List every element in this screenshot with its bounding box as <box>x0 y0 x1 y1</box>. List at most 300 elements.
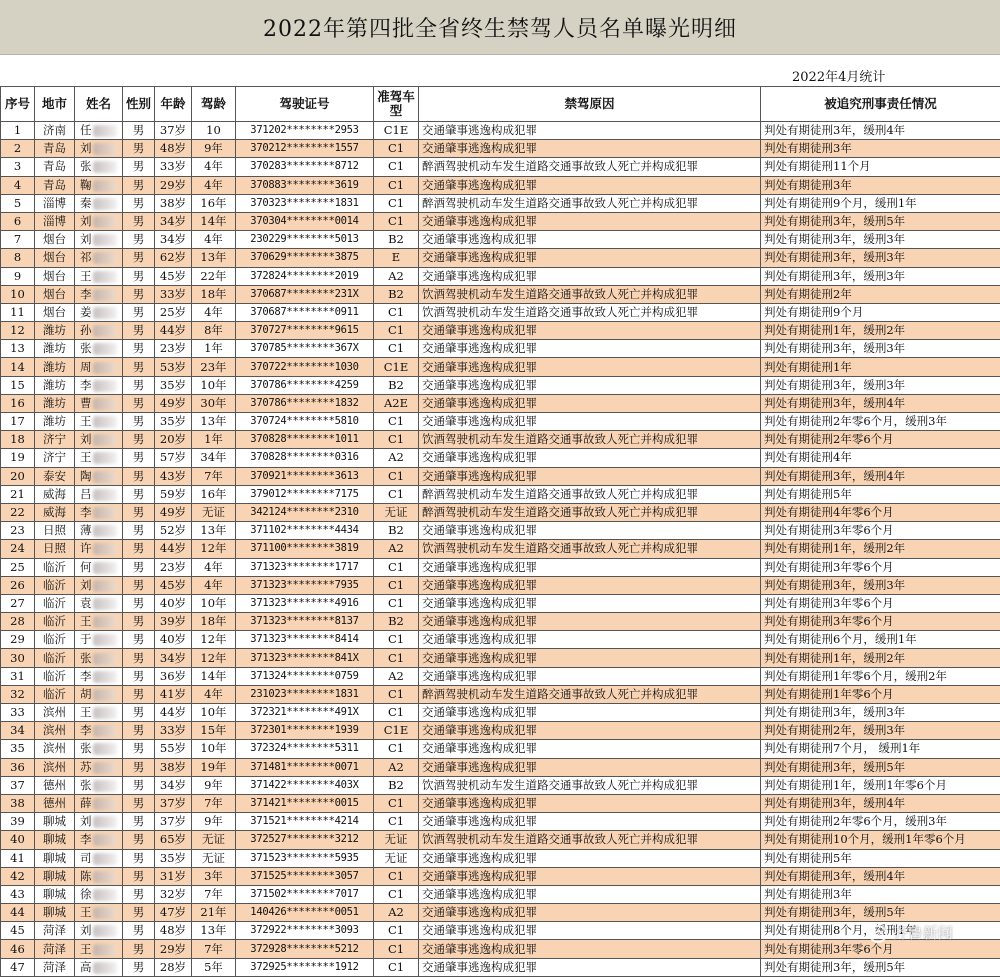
cell-license: 370727********9615 <box>236 322 374 340</box>
cell-sex: 男 <box>123 340 155 358</box>
cell-penalty: 判处有期徒刑4年 <box>761 449 1000 467</box>
cell-age: 34岁 <box>155 231 192 249</box>
table-row <box>1 140 1000 158</box>
cell-license: 371102********4434 <box>236 522 374 540</box>
cell-driving-years: 7年 <box>192 940 236 958</box>
cell-driving-years: 8年 <box>192 322 236 340</box>
header-penalty: 被追究刑事责任情况 <box>761 87 1000 122</box>
cell-sex: 男 <box>123 467 155 485</box>
cell-name <box>75 613 123 631</box>
cell-no: 19 <box>1 449 35 467</box>
cell-driving-years: 9年 <box>192 813 236 831</box>
cell-name <box>75 503 123 521</box>
table-row <box>1 940 1000 958</box>
table-row <box>1 722 1000 740</box>
name-mosaic <box>93 507 117 519</box>
header-sex: 性别 <box>123 87 155 122</box>
cell-city: 淄博 <box>35 212 75 230</box>
table-row <box>1 431 1000 449</box>
cell-city: 聊城 <box>35 904 75 922</box>
table-row <box>1 831 1000 849</box>
cell-name-text: 祁 <box>80 250 92 264</box>
name-mosaic <box>93 925 117 937</box>
cell-age: 33岁 <box>155 285 192 303</box>
name-mosaic <box>93 798 117 810</box>
cell-sex: 男 <box>123 740 155 758</box>
cell-vehicle-class: C1 <box>374 794 419 812</box>
cell-penalty: 判处有期徒刑3年 <box>761 140 1000 158</box>
cell-vehicle-class: 无证 <box>374 831 419 849</box>
cell-name <box>75 722 123 740</box>
cell-name <box>75 358 123 376</box>
cell-vehicle-class: C1 <box>374 576 419 594</box>
cell-license: 370786********4259 <box>236 376 374 394</box>
cell-name-text: 李 <box>80 723 92 737</box>
cell-name-text: 刘 <box>80 214 92 228</box>
cell-city: 烟台 <box>35 231 75 249</box>
cell-no: 20 <box>1 467 35 485</box>
cell-vehicle-class: B2 <box>374 613 419 631</box>
cell-license: 371525********3057 <box>236 867 374 885</box>
cell-vehicle-class: C1E <box>374 122 419 140</box>
cell-reason: 交通肇事逃逸构成犯罪 <box>419 594 761 612</box>
cell-license: 371481********0071 <box>236 758 374 776</box>
name-mosaic <box>93 871 117 883</box>
cell-name-text: 刘 <box>80 923 92 937</box>
cell-sex: 男 <box>123 885 155 903</box>
table-row <box>1 503 1000 521</box>
cell-sex: 男 <box>123 212 155 230</box>
table-row <box>1 758 1000 776</box>
cell-city: 日照 <box>35 540 75 558</box>
cell-sex: 男 <box>123 358 155 376</box>
name-mosaic <box>93 944 117 956</box>
cell-name-text: 王 <box>80 269 92 283</box>
cell-no: 4 <box>1 176 35 194</box>
cell-vehicle-class: C1 <box>374 867 419 885</box>
cell-driving-years: 16年 <box>192 194 236 212</box>
cell-city: 烟台 <box>35 303 75 321</box>
name-mosaic <box>93 889 117 901</box>
watermark-text: 齐鲁新闻 <box>893 924 953 942</box>
cell-city: 威海 <box>35 485 75 503</box>
table-row <box>1 467 1000 485</box>
cell-penalty: 判处有期徒刑9个月 <box>761 303 1000 321</box>
cell-name <box>75 340 123 358</box>
cell-penalty: 判处有期徒刑8个月，缓刑1年 <box>761 922 1000 940</box>
cell-city: 临沂 <box>35 685 75 703</box>
cell-no: 32 <box>1 685 35 703</box>
cell-sex: 男 <box>123 940 155 958</box>
cell-driving-years: 1年 <box>192 340 236 358</box>
cell-reason: 交通肇事逃逸构成犯罪 <box>419 922 761 940</box>
cell-sex: 男 <box>123 631 155 649</box>
cell-reason: 交通肇事逃逸构成犯罪 <box>419 122 761 140</box>
cell-sex: 男 <box>123 904 155 922</box>
cell-sex: 男 <box>123 722 155 740</box>
table-row <box>1 904 1000 922</box>
cell-no: 41 <box>1 849 35 867</box>
cell-penalty: 判处有期徒刑1年 <box>761 358 1000 376</box>
name-mosaic <box>93 198 117 210</box>
cell-driving-years: 10年 <box>192 740 236 758</box>
cell-no: 34 <box>1 722 35 740</box>
cell-name <box>75 849 123 867</box>
cell-reason: 交通肇事逃逸构成犯罪 <box>419 849 761 867</box>
cell-driving-years: 22年 <box>192 267 236 285</box>
cell-age: 53岁 <box>155 358 192 376</box>
cell-driving-years: 10年 <box>192 594 236 612</box>
cell-vehicle-class: B2 <box>374 376 419 394</box>
cell-penalty: 判处有期徒刑11个月 <box>761 158 1000 176</box>
cell-age: 35岁 <box>155 376 192 394</box>
cell-license: 371324********0759 <box>236 667 374 685</box>
cell-license: 372824********2019 <box>236 267 374 285</box>
cell-no: 3 <box>1 158 35 176</box>
cell-age: 62岁 <box>155 249 192 267</box>
table-row <box>1 194 1000 212</box>
cell-vehicle-class: B2 <box>374 522 419 540</box>
cell-vehicle-class: C1 <box>374 885 419 903</box>
cell-penalty: 判处有期徒刑3年，缓刑4年 <box>761 122 1000 140</box>
cell-driving-years: 4年 <box>192 231 236 249</box>
cell-reason: 交通肇事逃逸构成犯罪 <box>419 413 761 431</box>
name-mosaic <box>93 271 117 283</box>
cell-vehicle-class: B2 <box>374 285 419 303</box>
cell-reason: 醉酒驾驶机动车发生道路交通事故致人死亡并构成犯罪 <box>419 503 761 521</box>
cell-vehicle-class: C1 <box>374 158 419 176</box>
cell-reason: 醉酒驾驶机动车发生道路交通事故致人死亡并构成犯罪 <box>419 485 761 503</box>
cell-name-text: 高 <box>80 960 92 974</box>
name-mosaic <box>93 962 117 974</box>
cell-age: 23岁 <box>155 558 192 576</box>
cell-no: 36 <box>1 758 35 776</box>
cell-city: 滨州 <box>35 758 75 776</box>
cell-license: 371523********5935 <box>236 849 374 867</box>
cell-city: 聊城 <box>35 867 75 885</box>
table-row <box>1 122 1000 140</box>
cell-penalty: 判处有期徒刑3年 <box>761 885 1000 903</box>
table-row <box>1 249 1000 267</box>
cell-driving-years: 9年 <box>192 140 236 158</box>
cell-driving-years: 7年 <box>192 467 236 485</box>
cell-age: 65岁 <box>155 831 192 849</box>
cell-penalty: 判处有期徒刑3年，缓刑3年 <box>761 231 1000 249</box>
cell-city: 滨州 <box>35 740 75 758</box>
cell-penalty: 判处有期徒刑3年，缓刑4年 <box>761 794 1000 812</box>
table-row <box>1 576 1000 594</box>
cell-driving-years: 12年 <box>192 631 236 649</box>
cell-sex: 男 <box>123 503 155 521</box>
name-mosaic <box>93 580 117 592</box>
cell-sex: 男 <box>123 267 155 285</box>
cell-license: 371421********0015 <box>236 794 374 812</box>
cell-name <box>75 867 123 885</box>
cell-age: 25岁 <box>155 303 192 321</box>
cell-sex: 男 <box>123 413 155 431</box>
cell-reason: 交通肇事逃逸构成犯罪 <box>419 212 761 230</box>
table-row <box>1 649 1000 667</box>
cell-license: 370828********0316 <box>236 449 374 467</box>
cell-city: 青岛 <box>35 176 75 194</box>
cell-license: 371323********8137 <box>236 613 374 631</box>
header-reason: 禁驾原因 <box>419 87 761 122</box>
cell-city: 聊城 <box>35 813 75 831</box>
name-mosaic <box>93 180 117 192</box>
table-row <box>1 613 1000 631</box>
cell-city: 威海 <box>35 503 75 521</box>
header-name: 姓名 <box>75 87 123 122</box>
cell-no: 39 <box>1 813 35 831</box>
cell-penalty: 判处有期徒刑3年，缓刑3年 <box>761 340 1000 358</box>
cell-name <box>75 176 123 194</box>
cell-penalty: 判处有期徒刑3年零6个月 <box>761 940 1000 958</box>
cell-no: 16 <box>1 394 35 412</box>
cell-reason: 饮酒驾驶机动车发生道路交通事故致人死亡并构成犯罪 <box>419 303 761 321</box>
cell-city: 聊城 <box>35 831 75 849</box>
cell-driving-years: 无证 <box>192 503 236 521</box>
cell-vehicle-class: C1 <box>374 631 419 649</box>
cell-name <box>75 576 123 594</box>
cell-name <box>75 740 123 758</box>
cell-name-text: 李 <box>80 378 92 392</box>
cell-penalty: 判处有期徒刑3年，缓刑3年 <box>761 576 1000 594</box>
cell-no: 6 <box>1 212 35 230</box>
cell-license: 370921********3613 <box>236 467 374 485</box>
cell-no: 33 <box>1 704 35 722</box>
cell-name-text: 陈 <box>80 869 92 883</box>
cell-name-text: 孙 <box>80 323 92 337</box>
cell-name <box>75 522 123 540</box>
table-row <box>1 594 1000 612</box>
name-mosaic <box>93 543 117 555</box>
cell-penalty: 判处有期徒刑5年 <box>761 849 1000 867</box>
cell-vehicle-class: C1 <box>374 685 419 703</box>
cell-age: 47岁 <box>155 904 192 922</box>
cell-driving-years: 13年 <box>192 249 236 267</box>
name-mosaic <box>93 161 117 173</box>
name-mosaic <box>93 598 117 610</box>
cell-license: 370283********8712 <box>236 158 374 176</box>
cell-city: 青岛 <box>35 158 75 176</box>
name-mosaic <box>93 634 117 646</box>
table-row <box>1 813 1000 831</box>
cell-reason: 醉酒驾驶机动车发生道路交通事故致人死亡并构成犯罪 <box>419 685 761 703</box>
cell-penalty: 判处有期徒刑3年，缓刑3年 <box>761 267 1000 285</box>
cell-vehicle-class: C1 <box>374 594 419 612</box>
table-row <box>1 958 1000 976</box>
cell-sex: 男 <box>123 758 155 776</box>
cell-driving-years: 18年 <box>192 285 236 303</box>
cell-license: 372324********5311 <box>236 740 374 758</box>
cell-license: 370304********0014 <box>236 212 374 230</box>
cell-no: 28 <box>1 613 35 631</box>
cell-license: 372301********1939 <box>236 722 374 740</box>
cell-name-text: 胡 <box>80 687 92 701</box>
cell-sex: 男 <box>123 194 155 212</box>
cell-age: 23岁 <box>155 340 192 358</box>
cell-name-text: 何 <box>80 560 92 574</box>
name-mosaic <box>93 343 117 355</box>
cell-driving-years: 4年 <box>192 576 236 594</box>
cell-sex: 男 <box>123 867 155 885</box>
cell-age: 41岁 <box>155 685 192 703</box>
cell-penalty: 判处有期徒刑6个月，缓刑1年 <box>761 631 1000 649</box>
cell-name-text: 李 <box>80 669 92 683</box>
name-mosaic <box>93 143 117 155</box>
title-bar <box>0 0 1000 55</box>
cell-city: 潍坊 <box>35 340 75 358</box>
header-age: 年龄 <box>155 87 192 122</box>
page-title: 2022年第四批全省终生禁驾人员名单曝光明细 <box>263 12 737 43</box>
cell-name <box>75 376 123 394</box>
cell-name-text: 任 <box>80 123 92 137</box>
cell-no: 26 <box>1 576 35 594</box>
cell-vehicle-class: A2E <box>374 394 419 412</box>
cell-no: 37 <box>1 776 35 794</box>
cell-name <box>75 704 123 722</box>
cell-no: 18 <box>1 431 35 449</box>
cell-name-text: 王 <box>80 614 92 628</box>
cell-city: 临沂 <box>35 613 75 631</box>
cell-name-text: 刘 <box>80 232 92 246</box>
cell-name-text: 鞠 <box>80 178 92 192</box>
cell-city: 德州 <box>35 776 75 794</box>
name-mosaic <box>93 562 117 574</box>
cell-sex: 男 <box>123 813 155 831</box>
cell-name-text: 于 <box>80 632 92 646</box>
cell-driving-years: 无证 <box>192 849 236 867</box>
cell-no: 7 <box>1 231 35 249</box>
table-row <box>1 922 1000 940</box>
cell-no: 12 <box>1 322 35 340</box>
cell-driving-years: 3年 <box>192 867 236 885</box>
cell-no: 35 <box>1 740 35 758</box>
cell-reason: 饮酒驾驶机动车发生道路交通事故致人死亡并构成犯罪 <box>419 831 761 849</box>
cell-age: 36岁 <box>155 667 192 685</box>
cell-age: 35岁 <box>155 849 192 867</box>
cell-sex: 男 <box>123 449 155 467</box>
cell-reason: 交通肇事逃逸构成犯罪 <box>419 904 761 922</box>
cell-name-text: 刘 <box>80 814 92 828</box>
cell-name-text: 刘 <box>80 141 92 155</box>
name-mosaic <box>93 489 117 501</box>
cell-vehicle-class: A2 <box>374 667 419 685</box>
cell-license: 372527********3212 <box>236 831 374 849</box>
cell-name-text: 陶 <box>80 469 92 483</box>
cell-no: 1 <box>1 122 35 140</box>
cell-name <box>75 485 123 503</box>
cell-driving-years: 16年 <box>192 485 236 503</box>
cell-driving-years: 10年 <box>192 376 236 394</box>
cell-driving-years: 13年 <box>192 922 236 940</box>
cell-penalty: 判处有期徒刑7个月， 缓刑1年 <box>761 740 1000 758</box>
table-row <box>1 449 1000 467</box>
cell-age: 29岁 <box>155 940 192 958</box>
cell-driving-years: 14年 <box>192 667 236 685</box>
cell-name <box>75 285 123 303</box>
cell-age: 31岁 <box>155 867 192 885</box>
cell-sex: 男 <box>123 576 155 594</box>
cell-penalty: 判处有期徒刑3年，缓刑3年 <box>761 249 1000 267</box>
name-mosaic <box>93 907 117 919</box>
cell-vehicle-class: C1 <box>374 140 419 158</box>
cell-penalty: 判处有期徒刑3年零6个月 <box>761 613 1000 631</box>
cell-license: 371323********841X <box>236 649 374 667</box>
cell-name-text: 秦 <box>80 196 92 210</box>
cell-sex: 男 <box>123 485 155 503</box>
cell-age: 59岁 <box>155 485 192 503</box>
cell-name <box>75 958 123 976</box>
cell-vehicle-class: C1 <box>374 813 419 831</box>
cell-license: 371323********4916 <box>236 594 374 612</box>
header-driving-years: 驾龄 <box>192 87 236 122</box>
name-mosaic <box>93 452 117 464</box>
cell-no: 31 <box>1 667 35 685</box>
name-mosaic <box>93 616 117 628</box>
cell-no: 30 <box>1 649 35 667</box>
cell-age: 44岁 <box>155 540 192 558</box>
cell-name <box>75 885 123 903</box>
cell-sex: 男 <box>123 704 155 722</box>
cell-name <box>75 322 123 340</box>
cell-age: 40岁 <box>155 631 192 649</box>
table-row <box>1 358 1000 376</box>
cell-driving-years: 4年 <box>192 176 236 194</box>
cell-license: 370828********1011 <box>236 431 374 449</box>
cell-no: 38 <box>1 794 35 812</box>
cell-name-text: 王 <box>80 705 92 719</box>
name-mosaic <box>93 434 117 446</box>
cell-sex: 男 <box>123 158 155 176</box>
cell-name-text: 张 <box>80 159 92 173</box>
name-mosaic <box>93 125 117 137</box>
cell-reason: 交通肇事逃逸构成犯罪 <box>419 758 761 776</box>
cell-reason: 饮酒驾驶机动车发生道路交通事故致人死亡并构成犯罪 <box>419 285 761 303</box>
table-row <box>1 267 1000 285</box>
cell-name-text: 姜 <box>80 305 92 319</box>
cell-age: 49岁 <box>155 394 192 412</box>
cell-penalty: 判处有期徒刑3年，缓刑5年 <box>761 958 1000 976</box>
cell-penalty: 判处有期徒刑1年零6个月 <box>761 685 1000 703</box>
cell-reason: 交通肇事逃逸构成犯罪 <box>419 558 761 576</box>
cell-city: 菏泽 <box>35 958 75 976</box>
cell-age: 34岁 <box>155 776 192 794</box>
cell-no: 9 <box>1 267 35 285</box>
cell-sex: 男 <box>123 540 155 558</box>
cell-name <box>75 431 123 449</box>
cell-name-text: 刘 <box>80 578 92 592</box>
cell-city: 烟台 <box>35 249 75 267</box>
table-row <box>1 285 1000 303</box>
cell-reason: 交通肇事逃逸构成犯罪 <box>419 140 761 158</box>
cell-reason: 交通肇事逃逸构成犯罪 <box>419 667 761 685</box>
name-mosaic <box>93 743 117 755</box>
cell-license: 370724********5810 <box>236 413 374 431</box>
cell-sex: 男 <box>123 667 155 685</box>
cell-name <box>75 122 123 140</box>
name-mosaic <box>93 471 117 483</box>
table-row <box>1 685 1000 703</box>
table-row <box>1 522 1000 540</box>
cell-name-text: 周 <box>80 360 92 374</box>
cell-driving-years: 4年 <box>192 303 236 321</box>
cell-sex: 男 <box>123 685 155 703</box>
cell-reason: 醉酒驾驶机动车发生道路交通事故致人死亡并构成犯罪 <box>419 158 761 176</box>
cell-sex: 男 <box>123 231 155 249</box>
table-row <box>1 558 1000 576</box>
cell-sex: 男 <box>123 594 155 612</box>
